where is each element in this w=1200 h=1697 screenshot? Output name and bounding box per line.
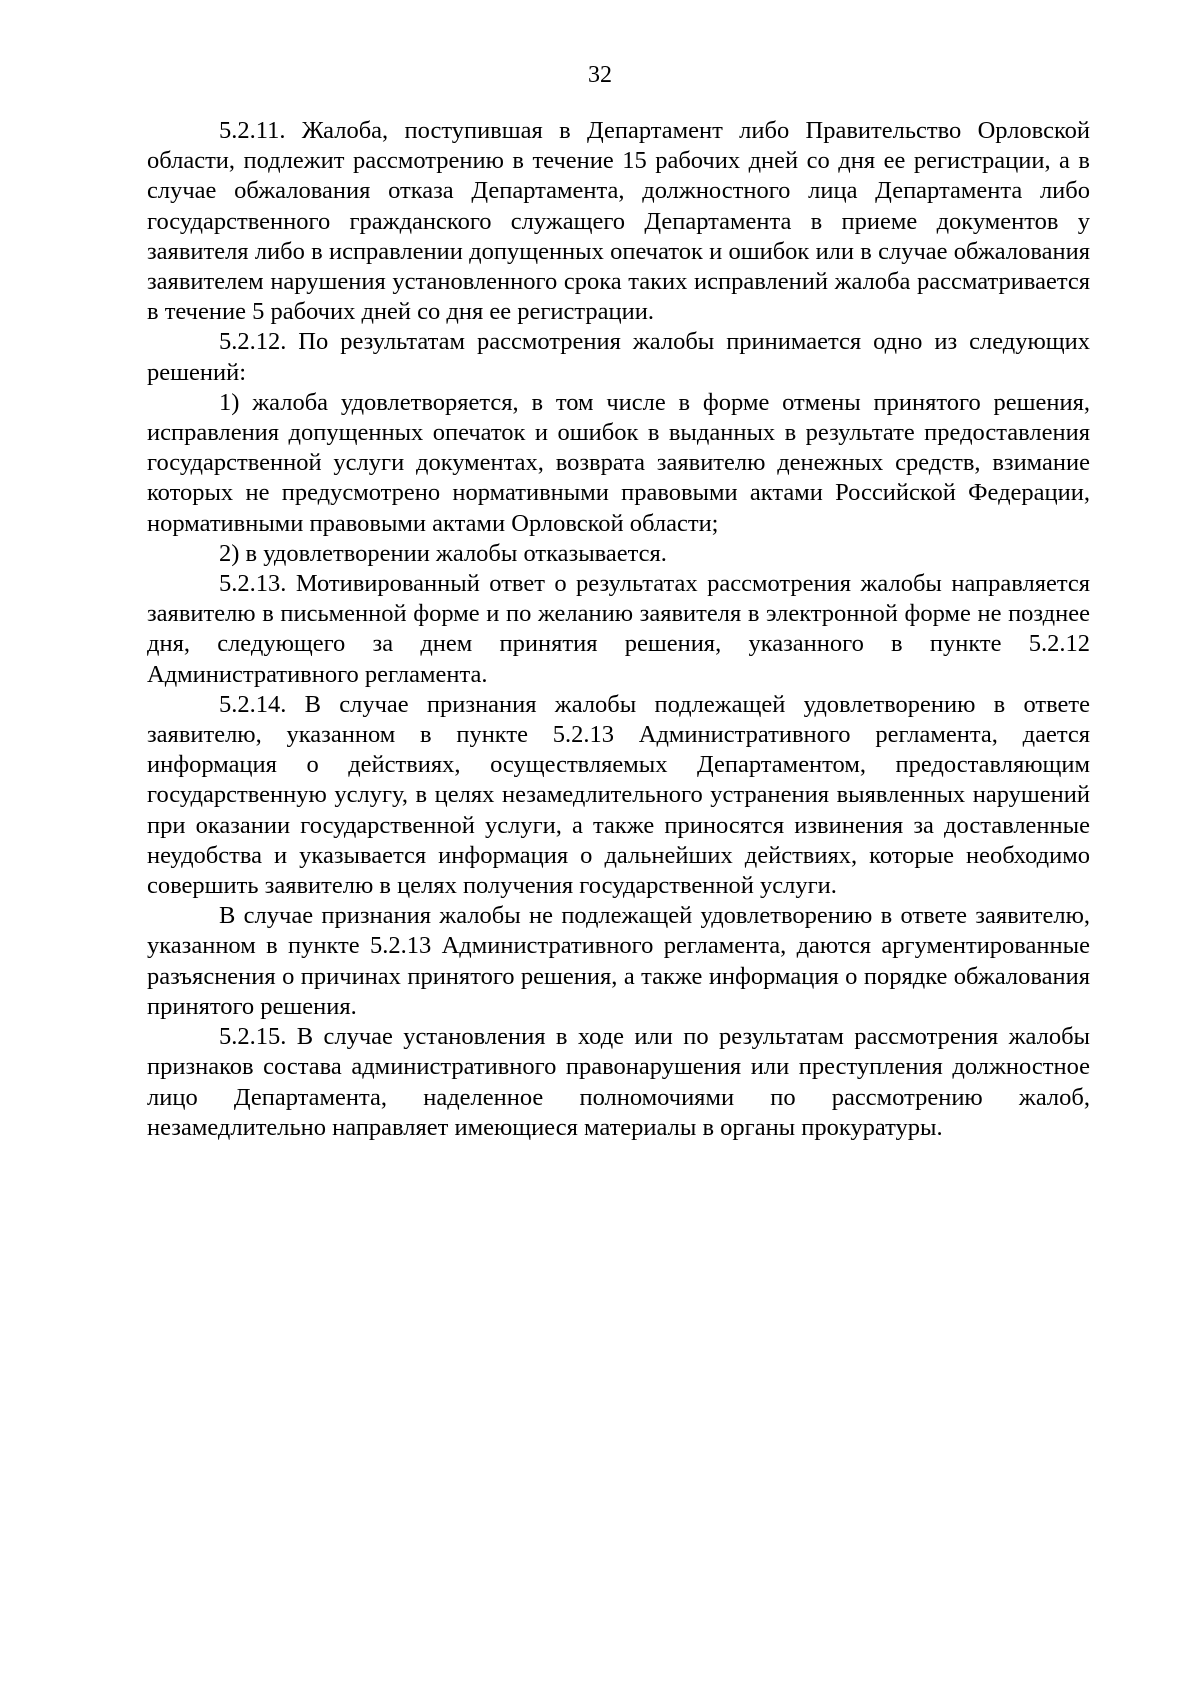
paragraph-5-2-15: 5.2.15. В случае установления в ходе или по результатам рассмотрения жалобы признаков состава административного правонарушения или преступления должностное лицо Департамента, наделенное полномочиями по рассмотрению жалоб, незамедлительно направляет имеющиеся материалы в органы прокуратуры. — [147, 1023, 1090, 1141]
page-number: 32 — [588, 62, 612, 88]
paragraph-5-2-11: 5.2.11. Жалоба, поступившая в Департамент либо Правительство Орловской области, подлежит рассмотрению в течение 15 рабочих дней со дня ее регистрации, а в случае обжалования отказа Департамента, должностного лица Департамента либо государственного гражданского служащего Департамента в приеме документов у заявителя либо в исправлении допущенных опечаток и ошибок или в случае обжалования заявителем нарушения установленного срока таких исправлений жалоба рассматривается в течение 5 рабочих дней со дня ее регистрации. — [147, 117, 1090, 326]
paragraph-5-2-12: 5.2.12. По результатам рассмотрения жалобы принимается одно из следующих решений: — [147, 328, 1090, 386]
document-body — [147, 116, 1090, 1143]
paragraph-decision-1: 1) жалоба удовлетворяется, в том числе в форме отмены принятого решения, исправления допущенных опечаток и ошибок в выданных в результате предоставления государственной услуги документах, возврата заявителю денежных средств, взимание которых не предусмотрено нормативными правовыми актами Российской Федерации, нормативными правовыми актами Орловской области; — [147, 388, 1090, 537]
paragraph-5-2-13: 5.2.13. Мотивированный ответ о результатах рассмотрения жалобы направляется заявителю в письменной форме и по желанию заявителя в электронной форме не позднее дня, следующего за днем принятия решения, указанного в пункте 5.2.12 Административного регламента. — [147, 570, 1090, 688]
paragraph-rejection-case: В случае признания жалобы не подлежащей удовлетворению в ответе заявителю, указанном в пункте 5.2.13 Административного регламента, даются аргументированные разъяснения о причинах принятого решения, а также информация о порядке обжалования принятого решения. — [147, 902, 1090, 1020]
paragraph-decision-2: 2) в удовлетворении жалобы отказывается. — [219, 539, 667, 567]
paragraph-5-2-14: 5.2.14. В случае признания жалобы подлежащей удовлетворению в ответе заявителю, указанном в пункте 5.2.13 Административного регламента, дается информация о действиях, осуществляемых Департаментом, предоставляющим государственную услугу, в целях незамедлительного устранения выявленных нарушений при оказании государственной услуги, а также приносятся извинения за доставленные неудобства и указывается информация о дальнейших действиях, которые необходимо совершить заявителю в целях получения государственной услуги. — [147, 690, 1090, 900]
